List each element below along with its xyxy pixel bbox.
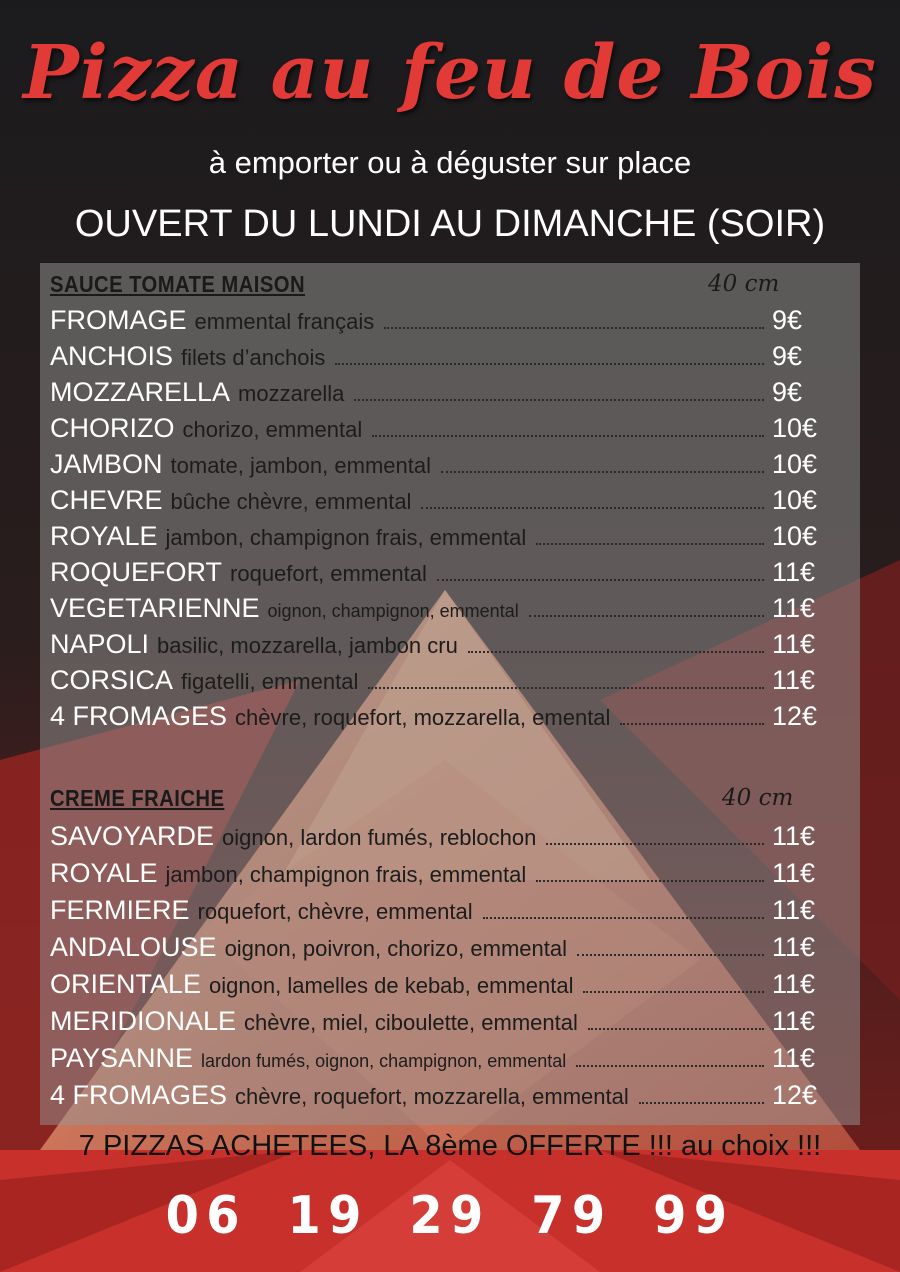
item-desc: lardon fumés, oignon, champignon, emmental bbox=[201, 1051, 567, 1071]
item-desc: tomate, jambon, emmental bbox=[170, 453, 431, 478]
menu-item bbox=[50, 1080, 834, 1116]
item-desc: oignon, lamelles de kebab, emmental bbox=[209, 973, 574, 998]
item-price: 11€ bbox=[772, 629, 816, 659]
item-name: JAMBON bbox=[50, 449, 163, 479]
item-price: 11€ bbox=[772, 895, 816, 925]
size-label: 40 cm bbox=[722, 785, 794, 811]
item-name: ROYALE bbox=[50, 521, 158, 551]
menu-item bbox=[50, 895, 834, 931]
item-desc: jambon, champignon frais, emmental bbox=[165, 525, 527, 550]
menu-item bbox=[50, 665, 834, 701]
menu-item bbox=[50, 1006, 834, 1042]
leader-dots bbox=[441, 471, 764, 473]
restaurant-title: Pizza au feu de Bois bbox=[23, 30, 877, 116]
menu-item bbox=[50, 969, 834, 1005]
menu-item bbox=[50, 449, 834, 485]
item-name: CORSICA bbox=[50, 665, 174, 695]
item-desc: bûche chèvre, emmental bbox=[170, 489, 412, 514]
leader-dots bbox=[620, 723, 764, 725]
item-price: 11€ bbox=[772, 1006, 816, 1036]
leader-dots bbox=[639, 1102, 764, 1104]
item-price: 10€ bbox=[772, 485, 818, 515]
leader-dots bbox=[368, 687, 764, 689]
item-desc: jambon, champignon frais, emmental bbox=[165, 862, 527, 887]
item-desc: roquefort, chèvre, emmental bbox=[197, 899, 473, 924]
item-price: 10€ bbox=[772, 449, 818, 479]
menu-item bbox=[50, 821, 834, 857]
item-price: 11€ bbox=[772, 665, 816, 695]
item-desc: oignon, poivron, chorizo, emmental bbox=[224, 936, 567, 961]
item-price: 11€ bbox=[772, 1043, 816, 1073]
size-label: 40 cm bbox=[708, 271, 780, 297]
item-name: CHORIZO bbox=[50, 413, 175, 443]
menu-item bbox=[50, 413, 834, 449]
item-price: 11€ bbox=[772, 858, 816, 888]
menu-item bbox=[50, 377, 834, 413]
item-desc: basilic, mozzarella, jambon cru bbox=[157, 633, 458, 658]
item-name: ANDALOUSE bbox=[50, 932, 217, 962]
leader-dots bbox=[354, 399, 764, 401]
item-desc: oignon, champignon, emmental bbox=[267, 601, 519, 621]
item-price: 11€ bbox=[772, 969, 816, 999]
item-name: NAPOLI bbox=[50, 629, 150, 659]
menu-item bbox=[50, 557, 834, 593]
item-name: ROYALE bbox=[50, 858, 158, 888]
leader-dots bbox=[583, 991, 764, 993]
opening-hours: OUVERT DU LUNDI AU DIMANCHE (SOIR) bbox=[74, 203, 826, 245]
leader-dots bbox=[546, 843, 764, 845]
item-name: FERMIERE bbox=[50, 895, 190, 925]
menu-item bbox=[50, 305, 834, 341]
leader-dots bbox=[384, 327, 764, 329]
item-price: 9€ bbox=[772, 341, 803, 371]
item-desc: mozzarella bbox=[238, 381, 345, 406]
loyalty-offer: 7 PIZZAS ACHETEES, LA 8ème OFFERTE !!! au choix !!! bbox=[78, 1130, 822, 1162]
leader-dots bbox=[536, 880, 764, 882]
item-price: 10€ bbox=[772, 521, 818, 551]
section-heading-tomato: SAUCE TOMATE MAISON bbox=[50, 271, 306, 297]
menu-item bbox=[50, 932, 834, 968]
menu-item bbox=[50, 485, 834, 521]
section-heading-cream: CREME FRAICHE bbox=[50, 785, 225, 811]
leader-dots bbox=[335, 363, 764, 365]
leader-dots bbox=[483, 917, 764, 919]
item-desc: chorizo, emmental bbox=[182, 417, 363, 442]
item-name: PAYSANNE bbox=[50, 1043, 194, 1073]
item-price: 11€ bbox=[772, 557, 816, 587]
menu-item bbox=[50, 1043, 834, 1079]
item-name: MOZZARELLA bbox=[50, 377, 231, 407]
item-price: 11€ bbox=[772, 932, 816, 962]
phone-number: 06 19 29 79 99 bbox=[165, 1186, 735, 1246]
item-price: 9€ bbox=[772, 377, 803, 407]
item-name: SAVOYARDE bbox=[50, 821, 215, 851]
item-desc: chèvre, roquefort, mozzarella, emental bbox=[235, 705, 611, 730]
item-desc: oignon, lardon fumés, reblochon bbox=[222, 825, 537, 850]
menu-item bbox=[50, 629, 834, 665]
item-name: ROQUEFORT bbox=[50, 557, 223, 587]
item-price: 11€ bbox=[772, 593, 816, 623]
leader-dots bbox=[588, 1028, 764, 1030]
leader-dots bbox=[529, 615, 764, 617]
leader-dots bbox=[577, 954, 764, 956]
item-price: 12€ bbox=[772, 701, 818, 731]
item-desc: figatelli, emmental bbox=[181, 669, 359, 694]
leader-dots bbox=[372, 435, 764, 437]
menu-item bbox=[50, 341, 834, 377]
subtitle: à emporter ou à déguster sur place bbox=[208, 145, 692, 180]
item-desc: filets d’anchois bbox=[181, 345, 326, 370]
item-name: CHEVRE bbox=[50, 485, 163, 515]
item-name: ANCHOIS bbox=[50, 341, 174, 371]
item-desc: roquefort, emmental bbox=[230, 561, 427, 586]
menu-item bbox=[50, 593, 834, 629]
item-name: VEGETARIENNE bbox=[50, 593, 260, 623]
item-price: 10€ bbox=[772, 413, 818, 443]
leader-dots bbox=[437, 579, 764, 581]
menu-item bbox=[50, 521, 834, 557]
item-price: 11€ bbox=[772, 821, 816, 851]
item-price: 12€ bbox=[772, 1080, 818, 1110]
item-desc: chèvre, miel, ciboulette, emmental bbox=[244, 1010, 578, 1035]
leader-dots bbox=[468, 651, 764, 653]
item-name: 4 FROMAGES bbox=[50, 701, 228, 731]
menu-item bbox=[50, 858, 834, 894]
item-name: 4 FROMAGES bbox=[50, 1080, 228, 1110]
item-desc: emmental français bbox=[194, 309, 375, 334]
leader-dots bbox=[536, 543, 764, 545]
item-name: ORIENTALE bbox=[50, 969, 202, 999]
leader-dots bbox=[576, 1065, 764, 1067]
item-price: 9€ bbox=[772, 305, 803, 335]
item-name: FROMAGE bbox=[50, 305, 187, 335]
item-name: MERIDIONALE bbox=[50, 1006, 237, 1036]
menu-item bbox=[50, 701, 834, 737]
item-desc: chèvre, roquefort, mozzarella, emmental bbox=[235, 1084, 629, 1109]
leader-dots bbox=[421, 507, 764, 509]
